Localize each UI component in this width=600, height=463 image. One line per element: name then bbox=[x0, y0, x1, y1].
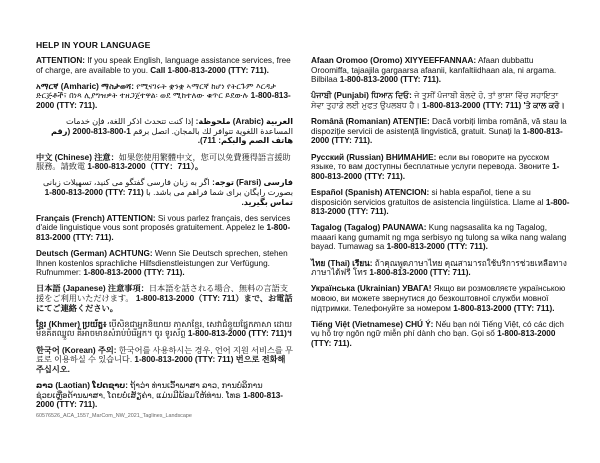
language-notice-heading: Русский (Russian) ВНИМАНИЕ: bbox=[311, 152, 437, 162]
language-notice-heading: Afaan Oromoo (Oromo) XIYYEEFFANNAA: bbox=[311, 56, 477, 65]
language-notice-text: 한국어를 사용하시는 경우, 언어 지원 서비스를 무료로 이용하실 수 있습니다. bbox=[36, 345, 293, 365]
language-notice-text: Kung nagsasalita ka ng Tagalog, maaari kang gumamit ng mga serbisyo ng tulong sa wika nang walang bayad. Tumawag sa bbox=[311, 223, 567, 252]
language-notice-heading: فارسی (Farsi) توجه: bbox=[212, 178, 293, 188]
phone-number: 1-800-813-2000 (TTY: 711). bbox=[369, 268, 471, 278]
language-notice-text: Afaan dubbattu Oroomiffa, tajaajila gargaarsa afaanii, kanfaltiidhaan ala, ni argama. Bilbilaa bbox=[311, 56, 557, 85]
language-notice bbox=[311, 284, 573, 313]
language-notice-heading: ਪੰਜਾਬੀ (Punjabi) ਧਿਆਨ ਦਿਓ: bbox=[311, 91, 412, 101]
phone-number: 1-800-813-2000 (TTY: 711). bbox=[339, 75, 442, 85]
language-notice-text: 如果您使用繁體中文，您可以免費獲得語言援助服務。請致電 bbox=[36, 152, 291, 172]
phone-number: 1-800-813-2000 (TTY: 711). bbox=[83, 268, 185, 278]
language-notice-text: ถ้าคุณพูดภาษาไทย คุณสามารถใช้บริการช่วยเหลือทางภาษาได้ฟรี โทร bbox=[311, 258, 567, 278]
language-notice-heading: አማርኛ (Amharic) ማስታወሻ: bbox=[36, 81, 134, 91]
language-notice bbox=[311, 56, 573, 85]
language-notice-heading: Українська (Ukrainian) УВАГА! bbox=[311, 284, 432, 294]
language-notice-text: 日本語を話される場合、無料の言語支援をご利用いただけます。 bbox=[36, 284, 289, 304]
language-notice bbox=[36, 346, 293, 375]
language-notice bbox=[36, 214, 293, 243]
language-notice bbox=[36, 82, 293, 111]
language-notice-text: ਜੇ ਤੁਸੀਂ ਪੰਜਾਬੀ ਬੋਲਦੇ ਹੋ, ਤਾਂ ਭਾਸ਼ਾ ਵਿੱਚ ਸਹਾਇਤਾ ਸੇਵਾ ਤੁਹਾਡੇ ਲਈ ਮੁਫਤ ਉਪਲਬਧ ਹੈ। bbox=[311, 91, 559, 110]
phone-number: 1-800-813-2000 (TTY: 711). bbox=[311, 126, 563, 146]
language-notice-heading: Tiếng Việt (Vietnamese) CHÚ Ý: bbox=[311, 319, 434, 329]
language-notice-heading: Español (Spanish) ATENCION: bbox=[311, 187, 430, 197]
language-notice-text: Si vous parlez français, des services d'aide linguistique vous sont proposés gratuitement. Appelez le bbox=[36, 213, 291, 233]
language-notice-text: Якщо ви розмовляєте українською мовою, ви можете звернутися до безкоштовної служби мовної підтримки. Телефонуйте за номером bbox=[311, 284, 566, 313]
phone-number: Call 1-800-813-2000 (TTY: 711). bbox=[150, 65, 269, 75]
phone-number: 1-800-813-2000 (TTY: 711) 번으로 전화해 주십시오. bbox=[36, 355, 286, 374]
language-notice bbox=[311, 188, 573, 217]
language-notice-heading: العربية (Arabic) ملحوظة: bbox=[195, 117, 293, 127]
language-notice-text: si habla español, tiene a su disposición servicios gratuitos de asistencia lingüística. Llame al bbox=[311, 187, 544, 207]
language-notice-text: የሚናገሩት ቋንቋ ኣማርኛ ከሆነ የትርጉም እርዳታ ድርጅቶች፣ በነጻ ሊያግዝዎት ተዘጋጀተዋል፡ ወደ ሚከተለው ቁጥር ይደውሉ bbox=[36, 81, 277, 101]
language-notice bbox=[36, 178, 293, 207]
phone-number: (TTY: 711) 1-800-813-2000 تماس بگیرید. bbox=[44, 187, 293, 207]
language-notice-heading: Română (Romanian) ATENȚIE: bbox=[311, 117, 430, 127]
phone-number: 1-800-813-2000（TTY：711）。 bbox=[87, 162, 204, 172]
language-notice-text: если вы говорите на русском языке, то вам доступны бесплатные услуги перевода. Звоните bbox=[311, 152, 550, 172]
language-notice bbox=[311, 223, 573, 252]
language-notice bbox=[36, 381, 293, 410]
language-notice bbox=[311, 153, 573, 182]
phone-number: 1-800-813-2000 (TTY: 711). bbox=[386, 242, 488, 252]
language-notice-text: إذا كنت تتحدث اذكر اللغة، فإن خدمات المساعدة اللغوية تتوافر لك بالمجان. اتصل برقم bbox=[65, 117, 293, 136]
language-notice-text: If you speak English, language assistance services, free of charge, are available to you. bbox=[36, 56, 291, 75]
language-notice bbox=[36, 249, 293, 278]
language-notice bbox=[36, 320, 293, 339]
language-notice-heading: ATTENTION: bbox=[36, 56, 85, 65]
phone-number: 1-800-813-2000 (TTY: 711). bbox=[36, 223, 291, 242]
language-notice-text: اگر به زبان فارسی گفتگو می کنید، تسهیلات زبانی بصورت رایگان برای شما فراهم می باشد. با bbox=[42, 178, 293, 197]
phone-number: 1-800-813-2000 (TTY: 711) 'ਤੇ ਕਾਲ ਕਰੋ। bbox=[422, 100, 565, 110]
phone-number: 1-800-813-2000 (TTY: 711). bbox=[311, 197, 570, 217]
language-notice-heading: 日本語 (Japanese) 注意事項： bbox=[36, 284, 149, 294]
language-notice bbox=[36, 153, 293, 172]
left-column bbox=[36, 56, 293, 416]
language-notice-text: Nếu bạn nói Tiếng Việt, có các dịch vụ hỗ trợ ngôn ngữ miễn phí dành cho bạn. Gọi số bbox=[311, 319, 564, 339]
phone-number: 1-800-813-2000 (TTY: 711). bbox=[36, 390, 284, 410]
right-column bbox=[311, 56, 573, 355]
language-notice-heading: ไทย (Thai) เรียน: bbox=[311, 258, 373, 268]
phone-number: 1-800-813-2000 (TTY: 711). bbox=[311, 329, 556, 348]
language-notice-heading: 中文 (Chinese) 注意： bbox=[36, 152, 119, 162]
phone-number: 1-800-813-2000 (TTY: 711). bbox=[36, 91, 291, 110]
language-notice-text: បើសិនជាអ្នកនិយាយ ភាសាខ្មែរ, សេវាជំនួយផ្នែកភាសា ដោយមិនគិតឈ្នួល គឺអាចមានសំរាប់បំរើអ្នក។ ចូរ ទូរស័ព្ទ bbox=[36, 319, 293, 339]
language-notice bbox=[36, 284, 293, 313]
phone-number: 1-800-813-2000 (TTY: 711). bbox=[311, 162, 560, 181]
language-notice-heading: ខ្មែរ (Khmer) ប្រយ័ត្ន៖ bbox=[36, 319, 107, 329]
document-id-footer: 60576526_ACA_1557_MarCom_NW_2021_Taglines_Landscape bbox=[36, 413, 192, 419]
phone-number: 1-800-813-2000 (TTY: 711). bbox=[453, 303, 555, 313]
language-notice bbox=[311, 259, 573, 278]
phone-number: 1-800-813-2000 (TTY: 711)។ bbox=[187, 329, 293, 339]
language-notice-text: ຖ້າວ່າ ທ່ານເວົ້າພາສາ ລາວ, ການບໍລິການຊ່ວຍເຫຼືອດ້ານພາສາ, ໂດຍບໍ່ເສັຽຄ່າ, ແມ່ນມີພ້ອມໃຫ້ທ່ານ. ໂທຣ bbox=[36, 380, 263, 400]
language-notice-heading: Tagalog (Tagalog) PAUNAWA: bbox=[311, 223, 427, 233]
language-notice bbox=[311, 320, 573, 349]
language-notice-heading: Deutsch (German) ACHTUNG: bbox=[36, 249, 153, 259]
language-notice bbox=[36, 117, 293, 146]
language-notice-text: Dacă vorbiți limba română, vă stau la dispoziție servicii de asistență lingvistică, gratuit. Sunați la bbox=[311, 117, 567, 136]
language-notice-heading: ລາວ (Laotian) ໂປດຊາບ: bbox=[36, 380, 128, 390]
phone-number: 1-800-813-2000（TTY: 711）まで、お電話にてご連絡ください。 bbox=[36, 294, 293, 313]
phone-number: 1-800-813-2000 (رقم هاتف الصم والبكم: 711). bbox=[50, 126, 293, 146]
language-notice bbox=[36, 56, 293, 75]
language-notice-text: Wenn Sie Deutsch sprechen, stehen Ihnen kostenlos sprachliche Hilfsdienstleistungen zur Verfügung. Rufnummer: bbox=[36, 249, 288, 278]
language-notice bbox=[311, 117, 573, 146]
language-notice-heading: Français (French) ATTENTION: bbox=[36, 213, 156, 223]
page-heading: HELP IN YOUR LANGUAGE bbox=[36, 40, 151, 50]
language-notice bbox=[311, 91, 573, 110]
language-notice-heading: 한국어 (Korean) 주의: bbox=[36, 345, 117, 355]
